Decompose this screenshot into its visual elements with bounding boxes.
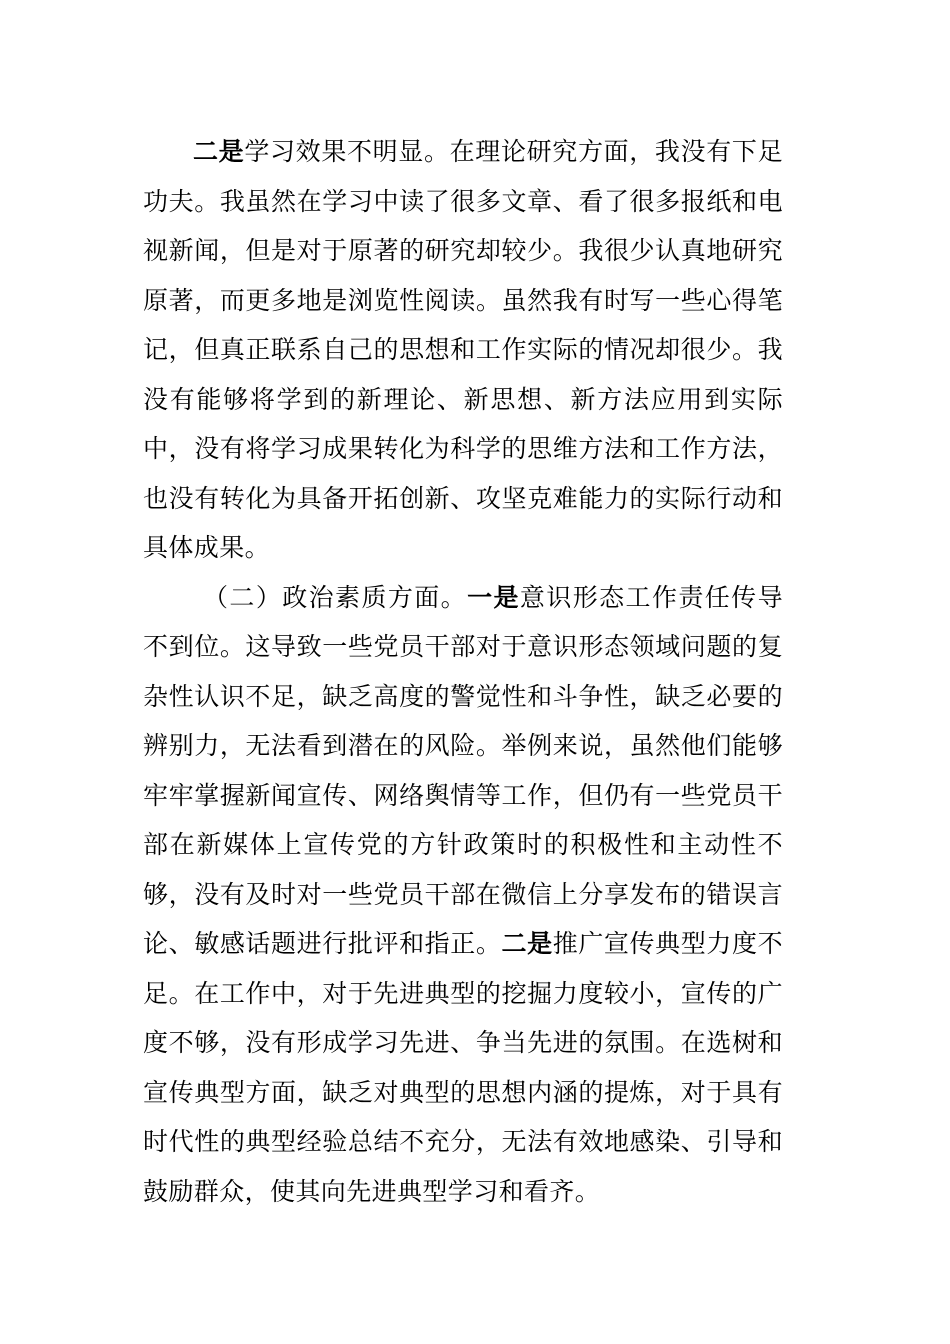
section-heading: （二）政治素质方面。 [203, 582, 468, 612]
paragraph-study-effect [143, 127, 783, 573]
paragraph-text: 推广宣传典型力度不足。在工作中，对于先进典型的挖掘力度较小，宣传的广度不够，没有形成学习先进、争当先进的氛围。在选树和宣传典型方面，缺乏对典型的思想内涵的提炼，对于具有时代性的典型经验总结不充分，无法有效地感染、引导和鼓励群众，使其向先进典型学习和看齐。 [143, 929, 783, 1206]
lead-phrase: 一是 [467, 582, 520, 612]
paragraph-text: 意识形态工作责任传导不到位。这导致一些党员干部对于意识形态领域问题的复杂性认识不足，缺乏高度的警觉性和斗争性，缺乏必要的辨别力，无法看到潜在的风险。举例来说，虽然他们能够牢牢掌握新闻宣传、网络舆情等工作，但仍有一些党员干部在新媒体上宣传党的方针政策时的积极性和主动性不够，没有及时对一些党员干部在微信上分享发布的错误言论、敏感话题进行批评和指正。 [143, 582, 783, 958]
paragraph-political-quality [143, 573, 783, 1217]
paragraph-text: 学习效果不明显。在理论研究方面，我没有下足功夫。我虽然在学习中读了很多文章、看了很多报纸和电视新闻，但是对于原著的研究却较少。我很少认真地研究原著，而更多地是浏览性阅读。虽然我有时写一些心得笔记，但真正联系自己的思想和工作实际的情况却很少。我没有能够将学到的新理论、新思想、新方法应用到实际中，没有将学习成果转化为科学的思维方法和工作方法，也没有转化为具备开拓创新、攻坚克难能力的实际行动和具体成果。 [143, 137, 783, 562]
document-body [143, 127, 783, 1216]
lead-phrase: 二是 [193, 137, 245, 166]
lead-phrase: 二是 [501, 929, 553, 958]
